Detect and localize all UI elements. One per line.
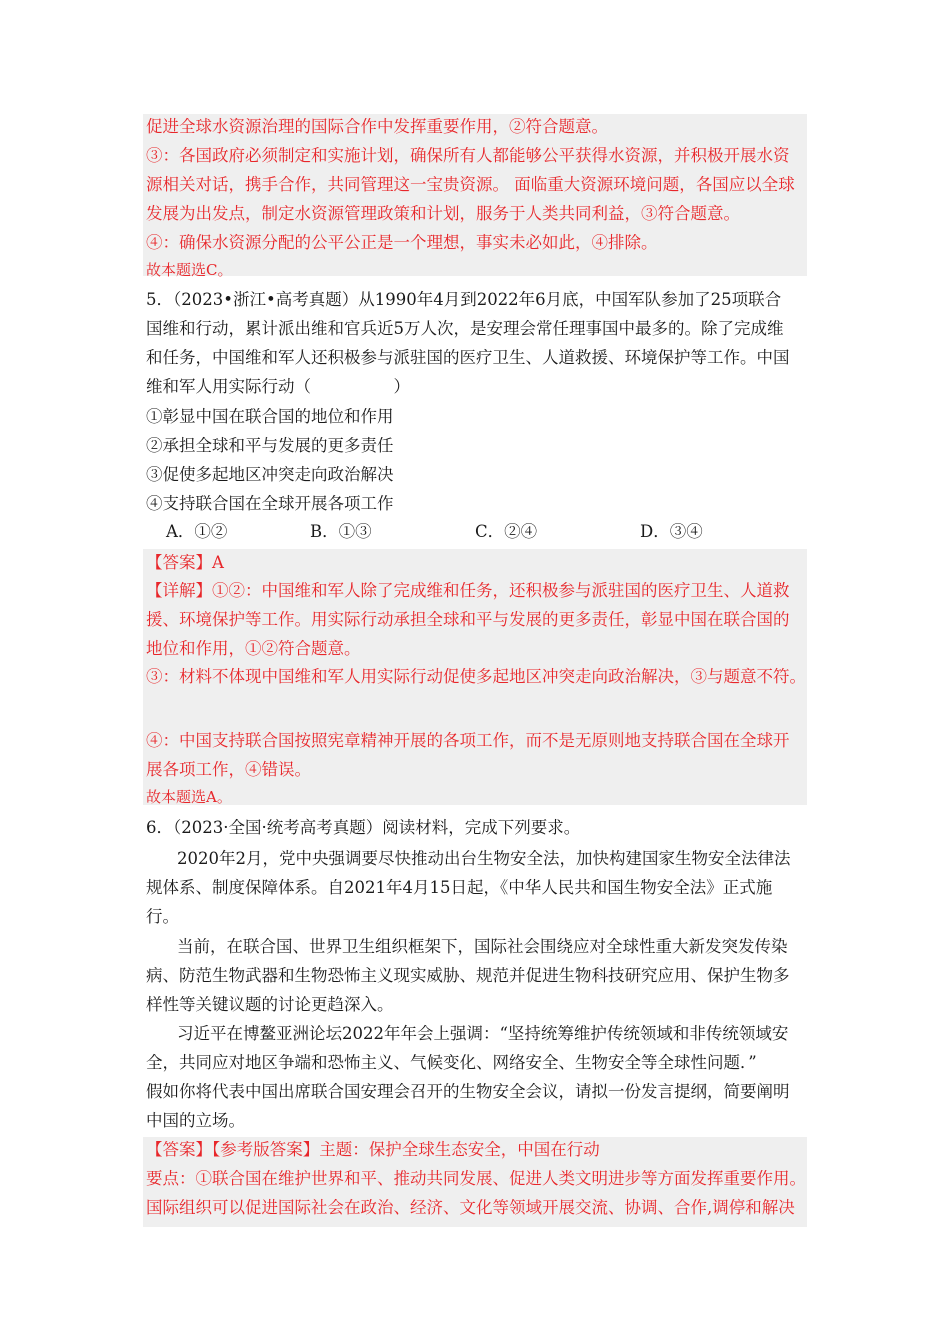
explanation-conclusion: 故本题选C。 (146, 261, 233, 279)
q5-item: ①彰显中国在联合国的地位和作用 (146, 407, 394, 426)
explanation-line: ③：各国政府必须制定和实施计划，确保所有人都能够公平获得水资源，并积极开展水资 (146, 146, 790, 165)
q5-detail-line: 展各项工作，④错误。 (146, 760, 311, 779)
q6-answer-line: 【答案】【参考版答案】主题：保护全球生态安全，中国在行动 (146, 1140, 600, 1159)
q6-prompt-line: 假如你将代表中国出席联合国安理会召开的生物安全会议，请拟一份发言提纲，简要阐明 (146, 1082, 790, 1101)
explanation-line: 促进全球水资源治理的国际合作中发挥重要作用，②符合题意。 (146, 117, 608, 136)
q5-option-c: C．②④ (475, 522, 538, 541)
q5-answer: 【答案】A (146, 553, 224, 572)
q5-conclusion: 故本题选A。 (146, 788, 232, 806)
q5-option-a: A．①② (166, 522, 228, 541)
q6-prompt-line: 中国的立场。 (146, 1111, 245, 1130)
q6-material-line: 全，共同应对地区争端和恐怖主义、气候变化、网络安全、生物安全等全球性问题．” (146, 1053, 757, 1072)
q5-stem-line: 5．（2023•浙江•高考真题）从1990年4月到2022年6月底，中国军队参加了25项联合 (146, 290, 782, 309)
q6-material-line: 2020年2月，党中央强调要尽快推动出台生物安全法，加快构建国家生物安全法律法 (177, 849, 791, 868)
q6-answer-line: 国际组织可以促进国际社会在政治、经济、文化等领域开展交流、协调、合作,调停和解决 (146, 1198, 795, 1217)
q5-detail-line: 【详解】①②：中国维和军人除了完成维和任务，还积极参与派驻国的医疗卫生、人道救 (146, 581, 790, 600)
q6-material-line: 病、防范生物武器和生物恐怖主义现实威胁、规范并促进生物科技研究应用、保护生物多 (146, 966, 790, 985)
q6-material-line: 行。 (146, 907, 179, 926)
q6-answer-line: 要点：①联合国在维护世界和平、推动共同发展、促进人类文明进步等方面发挥重要作用。 (146, 1169, 806, 1188)
q5-detail-line: 地位和作用，①②符合题意。 (146, 639, 361, 658)
q6-material-line: 习近平在博鳌亚洲论坛2022年年会上强调：“坚持统筹维护传统领域和非传统领域安 (177, 1024, 789, 1043)
explanation-line: 源相关对话，携手合作，共同管理这一宝贵资源。 面临重大资源环境问题，各国应以全球 (146, 175, 795, 194)
q5-stem-line: 国维和行动，累计派出维和官兵近5万人次，是安理会常任理事国中最多的。除了完成维 (146, 319, 784, 338)
q5-item: ④支持联合国在全球开展各项工作 (146, 494, 394, 513)
q5-stem-line: 和任务，中国维和军人还积极参与派驻国的医疗卫生、人道救援、环境保护等工作。中国 (146, 348, 790, 367)
q5-item: ②承担全球和平与发展的更多责任 (146, 436, 394, 455)
q6-material-line: 规体系、制度保障体系。自2021年4月15日起，《中华人民共和国生物安全法》正式施 (146, 878, 773, 897)
q6-stem: 6．（2023·全国·统考高考真题）阅读材料，完成下列要求。 (146, 818, 581, 837)
q5-item: ③促使多起地区冲突走向政治解决 (146, 465, 394, 484)
q5-option-d: D．③④ (640, 522, 703, 541)
q6-material-line: 当前，在联合国、世界卫生组织框架下，国际社会围绕应对全球性重大新发突发传染 (177, 937, 788, 956)
q5-detail-line: 援、环境保护等工作。用实际行动承担全球和平与发展的更多责任，彰显中国在联合国的 (146, 610, 790, 629)
explanation-line: ④：确保水资源分配的公平公正是一个理想，事实未必如此，④排除。 (146, 233, 658, 252)
q5-option-b: B．①③ (310, 522, 372, 541)
q5-detail-line: ④：中国支持联合国按照宪章精神开展的各项工作，而不是无原则地支持联合国在全球开 (146, 731, 790, 750)
q6-material-line: 样性等关键议题的讨论更趋深入。 (146, 995, 394, 1014)
explanation-line: 发展为出发点，制定水资源管理政策和计划，服务于人类共同利益，③符合题意。 (146, 204, 740, 223)
q5-detail-line: ③：材料不体现中国维和军人用实际行动促使多起地区冲突走向政治解决，③与题意不符。 (146, 667, 806, 686)
q5-stem-line: 维和军人用实际行动（ ） (146, 377, 410, 396)
